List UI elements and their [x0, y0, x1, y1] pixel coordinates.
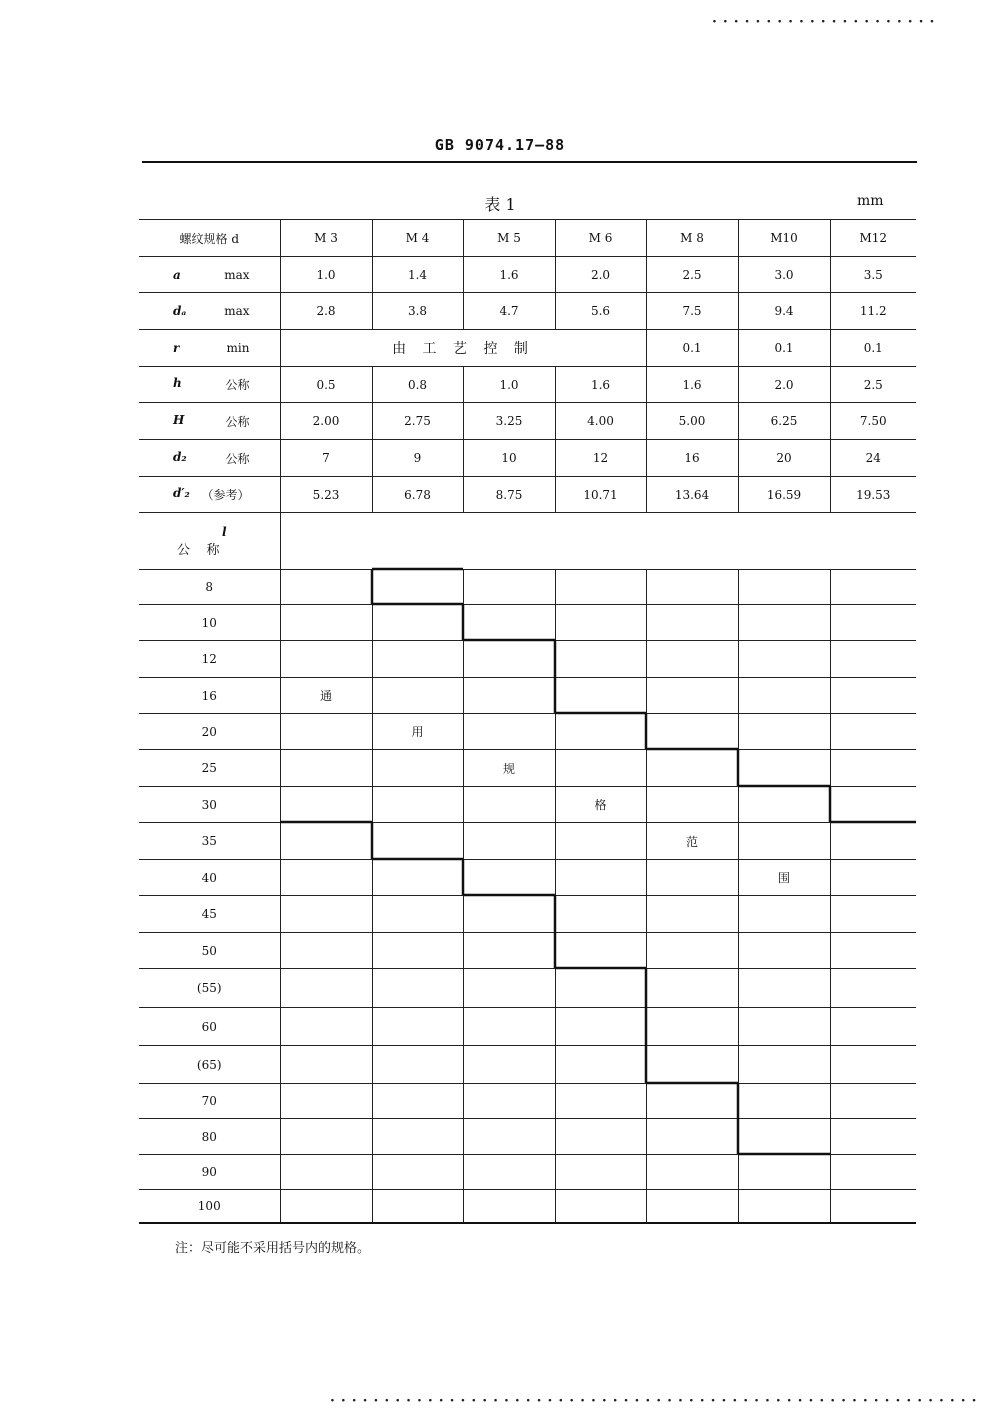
- value-cell: 0.1: [646, 330, 738, 367]
- param-qualifier: max: [224, 267, 250, 282]
- range-label: 围: [738, 860, 830, 896]
- value-cell: 12: [555, 440, 646, 477]
- value-cell: 2.75: [372, 403, 463, 440]
- value-cell: 16.59: [738, 477, 830, 513]
- value-cell: 1.0: [463, 367, 555, 403]
- param-qualifier: min: [226, 341, 250, 355]
- value-cell: 24: [830, 440, 916, 477]
- value-cell: 1.6: [463, 257, 555, 293]
- value-cell: 16: [646, 440, 738, 477]
- range-label: 通: [280, 678, 372, 714]
- column-header: M12: [830, 220, 916, 257]
- param-symbol: dₐ: [173, 304, 187, 318]
- value-cell: 0.5: [280, 367, 372, 403]
- value-cell: 1.6: [646, 367, 738, 403]
- value-cell: 2.5: [646, 257, 738, 293]
- scan-dots-top: ·····················: [712, 14, 941, 30]
- table-caption: 表 1: [484, 195, 516, 214]
- param-symbol: d₂: [173, 449, 187, 464]
- value-cell: 2.5: [830, 367, 916, 403]
- value-cell: 5.00: [646, 403, 738, 440]
- length-value: 12: [139, 641, 280, 678]
- value-cell: 7: [280, 440, 372, 477]
- value-cell: 10: [463, 440, 555, 477]
- length-value: 100: [139, 1190, 280, 1223]
- range-label: 格: [555, 787, 646, 823]
- value-cell: 9.4: [738, 293, 830, 330]
- standard-number: GB 9074.17—88: [434, 136, 566, 154]
- length-value: 35: [139, 823, 280, 860]
- length-value: 8: [139, 570, 280, 605]
- length-value: 25: [139, 750, 280, 787]
- value-cell: 0.1: [738, 330, 830, 367]
- value-cell: 4.00: [555, 403, 646, 440]
- length-value: (65): [139, 1046, 280, 1084]
- value-cell: 5.23: [280, 477, 372, 513]
- range-label: 用: [372, 714, 463, 750]
- merged-cell: 由 工 艺 控 制: [280, 330, 646, 367]
- value-cell: 6.78: [372, 477, 463, 513]
- value-cell: 19.53: [830, 477, 916, 513]
- value-cell: 2.0: [555, 257, 646, 293]
- length-value: 16: [139, 678, 280, 714]
- column-header: M 4: [372, 220, 463, 257]
- param-qualifier: （参考）: [201, 488, 250, 502]
- column-header: M 8: [646, 220, 738, 257]
- length-value: (55): [139, 969, 280, 1008]
- value-cell: 1.0: [280, 257, 372, 293]
- column-header: M 5: [463, 220, 555, 257]
- value-cell: 3.0: [738, 257, 830, 293]
- param-qualifier: 公称: [225, 378, 250, 392]
- table-unit: mm: [857, 193, 884, 209]
- value-cell: 1.4: [372, 257, 463, 293]
- value-cell: 4.7: [463, 293, 555, 330]
- length-value: 70: [139, 1084, 280, 1119]
- value-cell: 2.8: [280, 293, 372, 330]
- table-note: 注：尽可能不采用括号内的规格。: [175, 1241, 371, 1256]
- param-symbol: h: [173, 376, 182, 390]
- param-symbol: a: [173, 267, 181, 282]
- length-value: 50: [139, 933, 280, 969]
- length-value: 90: [139, 1155, 280, 1190]
- scan-dots-bottom: ····························································: [330, 1393, 983, 1409]
- length-symbol: l: [221, 524, 227, 539]
- param-symbol: r: [173, 341, 180, 355]
- value-cell: 9: [372, 440, 463, 477]
- length-value: 20: [139, 714, 280, 750]
- value-cell: 7.50: [830, 403, 916, 440]
- column-header: M 3: [280, 220, 372, 257]
- value-cell: 3.5: [830, 257, 916, 293]
- value-cell: 0.8: [372, 367, 463, 403]
- param-qualifier: max: [224, 304, 250, 318]
- range-label: 范: [646, 823, 738, 860]
- value-cell: 13.64: [646, 477, 738, 513]
- column-header: M10: [738, 220, 830, 257]
- value-cell: 8.75: [463, 477, 555, 513]
- value-cell: 3.8: [372, 293, 463, 330]
- value-cell: 3.25: [463, 403, 555, 440]
- value-cell: 0.1: [830, 330, 916, 367]
- length-value: 60: [139, 1008, 280, 1046]
- length-value: 40: [139, 860, 280, 896]
- value-cell: 7.5: [646, 293, 738, 330]
- value-cell: 6.25: [738, 403, 830, 440]
- range-label: 规: [463, 750, 555, 787]
- value-cell: 20: [738, 440, 830, 477]
- length-qualifier: 公 称: [177, 542, 220, 558]
- length-value: 30: [139, 787, 280, 823]
- param-symbol: d′₂: [173, 486, 190, 500]
- length-value: 45: [139, 896, 280, 933]
- length-value: 80: [139, 1119, 280, 1155]
- value-cell: 2.00: [280, 403, 372, 440]
- row-header-label: 螺纹规格 d: [139, 220, 280, 257]
- value-cell: 10.71: [555, 477, 646, 513]
- value-cell: 2.0: [738, 367, 830, 403]
- value-cell: 1.6: [555, 367, 646, 403]
- value-cell: 5.6: [555, 293, 646, 330]
- param-qualifier: 公称: [225, 451, 250, 466]
- param-qualifier: 公称: [225, 414, 250, 429]
- param-symbol: H: [173, 412, 185, 427]
- column-header: M 6: [555, 220, 646, 257]
- length-value: 10: [139, 605, 280, 641]
- value-cell: 11.2: [830, 293, 916, 330]
